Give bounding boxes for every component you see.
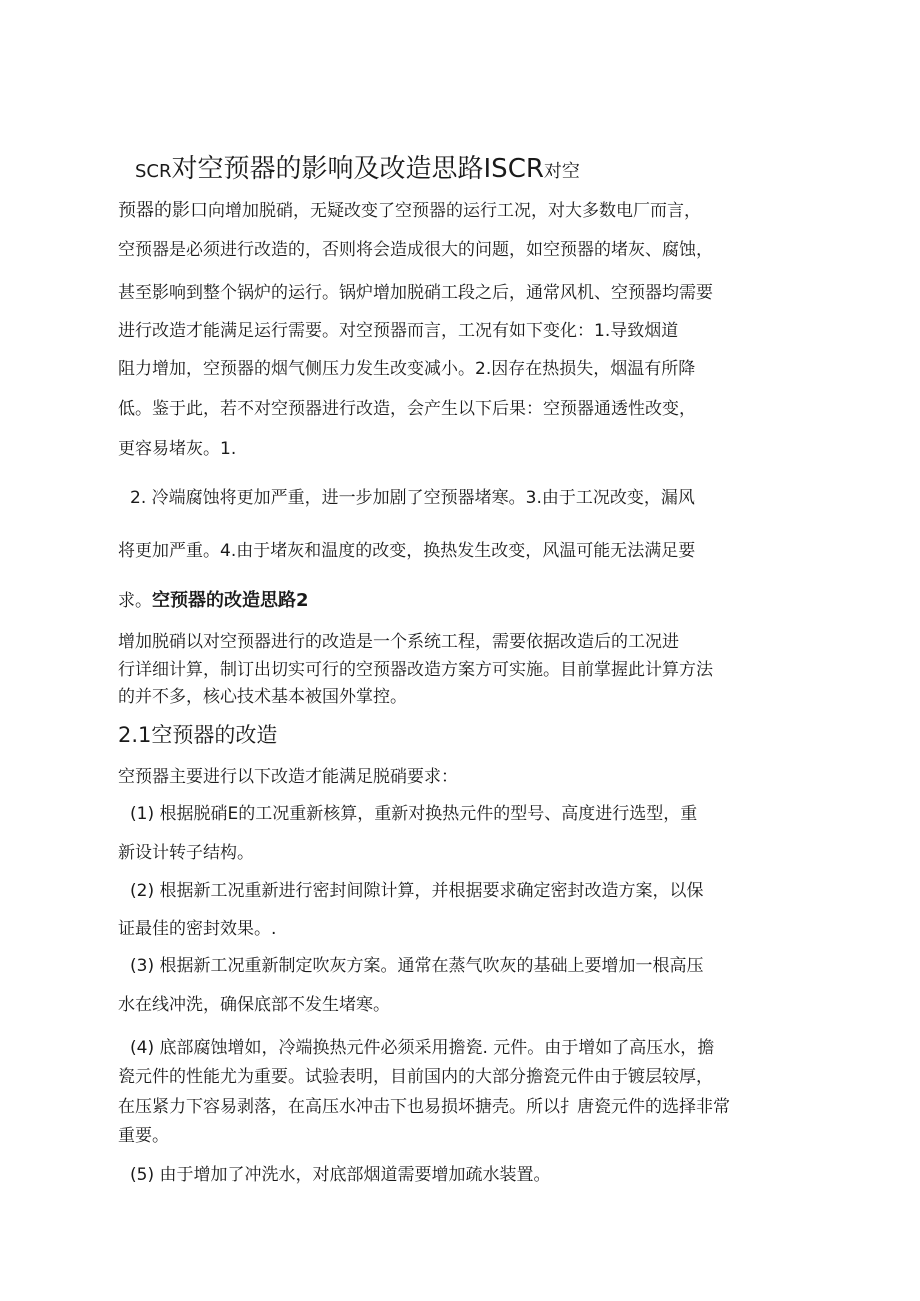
paragraph-line: 甚至影响到整个锅炉的运行。锅炉增加脱硝工段之后，通常风机、空预器均需要 — [118, 283, 713, 303]
heading-line — [118, 590, 309, 612]
title-continuation: 预器的影口 — [118, 200, 208, 221]
paragraph-line: 阻力增加，空预器的烟气侧压力发生改变减小。2.因存在热损失，烟温有所降 — [118, 359, 696, 379]
list-item: (2) 根据新工况重新进行密封间隙计算，并根据要求确定密封改造方案，以保 — [130, 881, 704, 901]
paragraph-line: 低。鉴于此，若不对空预器进行改造，会产生以下后果：空预器通透性改变， — [118, 399, 696, 419]
list-item: 证最佳的密封效果。. — [118, 919, 277, 939]
paragraph-line: 的并不多，核心技术基本被国外掌控。 — [118, 687, 407, 707]
paragraph-line: 空预器主要进行以下改造才能满足脱硝要求： — [118, 767, 458, 787]
title-tail: 对空 — [543, 161, 580, 182]
list-item: 瓷元件的性能尤为重要。试验表明，目前国内的大部分擔瓷元件由于镀层较厚， — [118, 1067, 713, 1087]
intro-text: 向增加脱硝，无疑改变了空预器的运行工况，对大多数电厂而言， — [208, 201, 701, 221]
list-item: 在压紧力下容易剥落，在高压水冲击下也易损坏搪壳。所以扌唐瓷元件的选择非常 — [118, 1097, 730, 1117]
title-prefix: SCR — [135, 161, 172, 182]
paragraph-line — [118, 200, 701, 222]
paragraph-line: 2. 冷端腐蚀将更加严重，进一步加剧了空预器堵寒。3.由于工况改变，漏风 — [130, 488, 695, 508]
list-item: 水在线冲洗，确保底部不发生堵寒。 — [118, 995, 390, 1015]
paragraph-line: 空预器是必须进行改造的，否则将会造成很大的问题，如空预器的堵灰、腐蚀， — [118, 240, 713, 260]
paragraph-line: 行详细计算，制订出切实可行的空预器改造方案方可实施。目前掌握此计算方法 — [118, 660, 713, 680]
list-item: (1) 根据脱硝E的工况重新核算，重新对换热元件的型号、高度进行选型，重 — [130, 804, 698, 824]
list-item: (4) 底部腐蚀增如，冷端换热元件必须采用擔瓷. 元件。由于增如了高压水，擔 — [130, 1038, 715, 1058]
subsection-heading: 2.1空预器的改造 — [118, 723, 278, 747]
paragraph-line: 进行改造才能满足运行需要。对空预器而言，工况有如下变化：1.导致烟道 — [118, 321, 679, 341]
list-item: (5) 由于增加了冲洗水，对底部烟道需要增加疏水装置。 — [130, 1165, 551, 1185]
title-main: 对空预器的影响及改造思路ISCR — [171, 154, 544, 184]
paragraph-line: 更容易堵灰。1. — [118, 439, 237, 459]
list-item: (3) 根据新工况重新制定吹灰方案。通常在蒸气吹灰的基础上要增加一根高压 — [130, 956, 704, 976]
list-item: 新设计转子结构。 — [118, 843, 254, 863]
section-heading: 空预器的改造思路2 — [152, 590, 309, 611]
list-item: 重要。 — [118, 1126, 169, 1146]
paragraph-end: 求。 — [118, 591, 152, 611]
paragraph-line: 将更加严重。4.由于堵灰和温度的改变，换热发生改变，风温可能无法满足要 — [118, 541, 696, 561]
paragraph-line: 增加脱硝以对空预器进行的改造是一个系统工程，需要依据改造后的工况进 — [118, 632, 679, 652]
document-title — [135, 153, 580, 188]
